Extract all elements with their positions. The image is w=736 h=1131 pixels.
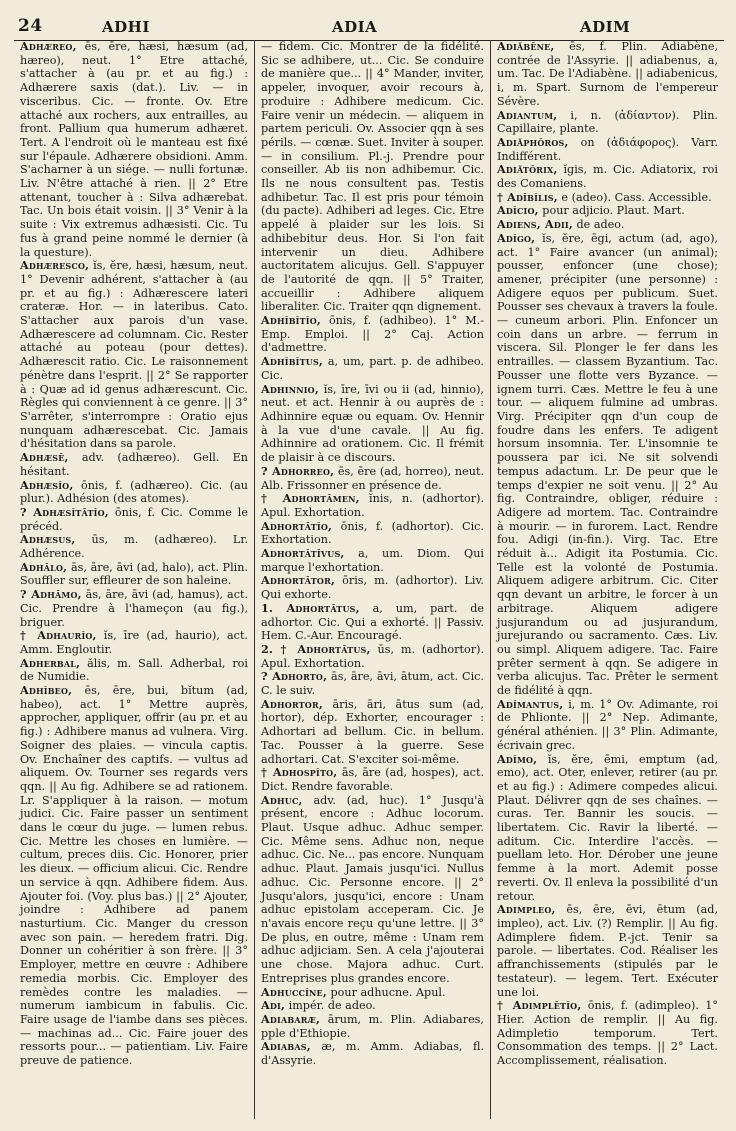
header-guide-left: ADHI <box>102 18 150 36</box>
dictionary-entry <box>497 232 718 698</box>
dictionary-entry <box>261 986 484 1000</box>
entry-headword: Adhæresco, <box>20 258 90 273</box>
entry-headword: Adhĭbeo, <box>20 683 73 698</box>
dictionary-entry <box>497 999 718 1068</box>
entry-headword: Adherbal, <box>20 655 81 670</box>
entry-definition: e (adeo). Cass. Accessible. <box>561 190 712 204</box>
entry-definition: a, um, part. de adhortor. Cic. Qui a exhorté. || Passiv. Hem. C.-Aur. Encouragé. <box>261 601 484 643</box>
entry-headword: † Adhospĭto, <box>261 765 338 780</box>
entry-headword: Adhinnio, <box>261 381 319 396</box>
text-columns <box>14 40 724 1119</box>
entry-definition: ĭs, ĕre, ēgi, actum (ad, ago), act. 1° Faire avancer (un animal); pousser, enfoncer (une chose); amener, précipiter (une personne) : Adigere equos per publicum. Suet. Pousser ses chevaux à travers la foule. — cuneum arbori. Plin. Enfoncer un coin dans un arbre. — ferrum in viscera. Sil. Plonger le fer dans les entrailles. — classem Byzantium. Tac. Pousser une flotte vers Byzance. — ignem turri. Cæs. Mettre le feu à une tour. — aliquem fulmine ad umbras. Virg. Précipiter qqn d'un coup de foudre dans les enfers. Te adigent horsum insomnia. Ter. L'insomnie te poussera par ici. Ne sit solvendi tempus adactum. Lr. De peur que le temps d'expier ne soit venu. || 2° Au fig. Contraindre, obliger, réduire : Adigere ad mortem. Tac. Contraindre à mourir. — in furorem. Lact. Rendre fou. Adigi (in-fin.). Virg. Tac. Etre réduit à... Adigit ita Postumia. Cic. Telle est la volonté de Postumia. Aliquem adigere arbitrum. Cic. Citer qqn devant un arbitre, le forcer à un arbitrage. Aliquem adigere jusjurandum ou ad jusjurandum, jurejurando ou sacramento. Cæs. Liv. ou simpl. Aliquem adigere. Tac. Faire prêter serment à qqn. Se adigere in verba alicujus. Tac. Prêter le serment de fidélité à qqn. <box>497 231 718 698</box>
entry-definition: ēs, ēre, bui, bĭtum (ad, habeo), act. 1° Mettre auprès, approcher, appliquer, offrir (au pr. et au fig.) : Adhibere manus ad vulnera. Virg. Soigner des plaies. — vincula captis. Ov. Enchaîner des captifs. — vultus ad aliquem. Ov. Tourner ses regards vers qqn. || Au fig. Adhibere se ad rationem. Lr. S'appliquer à la raison. — motum judici. Cic. Faire passer un sentiment dans le cœur du juge. — lumen rebus. Cic. Mettre les choses en lumière. — cultum, preces diis. Cic. Honorer, prier les dieux. — officium alicui. Cic. Rendre un service à qqn. Adhibere fidem. Aus. Ajouter foi. (Voy. plus bas.) || 2° Ajouter, joindre : Adhibere ad panem nasturtium. Cic. Manger du cresson avec son pain. — heredem fratri. Dig. Donner un cohéritier à son frère. || 3° Employer, mettre en œuvre : Adhibere remedia morbis. Cic. Employer des remèdes contre les maladies. — numerum iambicum in fabulis. Cic. Faire usage de l'iambe dans ses pièces. — machinas ad... Cic. Faire jouer des ressorts pour... — patientiam. Liv. Faire preuve de patience. <box>20 684 248 1068</box>
entry-definition: ēs, f. Plin. Adiabène, contrée de l'Assyrie. || adiabenus, a, um. Tac. De l'Adiabène. || adiabenicus, i, m. Spart. Surnom de l'empereur Sévère. <box>497 40 719 108</box>
dictionary-entry <box>497 191 718 205</box>
dictionary-entry <box>497 218 718 232</box>
dictionary-entry <box>497 40 718 109</box>
entry-definition: ĭs, ĕre, hæsi, hæsum, neut. 1° Devenir adhérent, s'attacher à (au pr. et au fig.) : Adhærescere lateri crateræ. Hor. — in lateribus. Cato. S'attacher aux parois d'un vase. Adhærescere ad columnam. Cic. Rester attaché au poteau (pour dettes). Adhærescit ratio. Cic. Le raisonnement pénètre dans l'esprit. || 2° Se rapporter à : Quæ ad id genus adhærescunt. Cic. Règles qui conviennent à ce genre. || 3° S'arrêter, s'interrompre : Oratio ejus nunquam adhærescebat. Cic. Jamais d'hésitation dans sa parole. <box>20 259 248 451</box>
dictionary-entry <box>261 355 484 382</box>
entry-definition: de adeo. <box>576 218 625 232</box>
entry-headword: Adhortor, <box>261 696 323 711</box>
entry-headword: Adiabas, <box>261 1039 311 1054</box>
entry-headword: ? Adhæsĭtātĭo, <box>20 504 109 519</box>
dictionary-entry <box>20 479 248 506</box>
entry-headword: 1. Adhortātus, <box>261 600 360 615</box>
dictionary-entry <box>497 903 718 999</box>
entry-headword: Adhæsĭo, <box>20 477 74 492</box>
dictionary-entry <box>261 492 484 519</box>
dictionary-entry <box>261 643 484 670</box>
dictionary-entry <box>261 383 484 465</box>
entry-headword: Adiăbēne, <box>497 40 555 53</box>
dictionary-entry <box>497 163 718 190</box>
entry-definition: ĭs, ĕre, ēmi, emptum (ad, emo), act. Oter, enlever, retirer (au pr. et au fig.) : Adimere compedes alicui. Plaut. Délivrer qqn de ses chaînes. — curas. Ter. Bannir les soucis. — libertatem. Cic. Ravir la liberté. — aditum. Cic. Interdire l'accès. — puellam leto. Hor. Dérober une jeune femme à la mort. Ademit posse reverti. Ov. Il enleva la possibilité d'un retour. <box>497 752 718 903</box>
entry-headword: Adhĭbĭtĭo, <box>261 313 321 328</box>
entry-headword: † Adimplētĭo, <box>497 998 582 1013</box>
entry-definition: adv. (ad, huc). 1° Jusqu'à présent, encore : Adhuc locorum. Plaut. Usque adhuc. Adhuc semper. Cic. Même sens. Adhuc non, neque adhuc. Cic. Ne... pas encore. Nunquam adhuc. Plaut. Jamais jusqu'ici. Nullus adhuc. Cic. Personne encore. || 2° Jusqu'alors, jusqu'ici, encore : Unam adhuc epistolam acceperam. Cic. Je n'avais encore reçu qu'une lettre. || 3° De plus, en outre, même : Unam rem adhuc adjiciam. Sen. A cela j'ajouterai une chose. Majora adhuc. Curt. Entreprises plus grandes encore. <box>261 793 484 985</box>
dictionary-entry <box>20 629 248 656</box>
dictionary-entry <box>497 109 718 136</box>
entry-definition: ās, āre, āvi (ad, halo), act. Plin. Souffler sur, effleurer de son haleine. <box>20 560 248 588</box>
entry-headword: Adhortātĭo, <box>261 518 333 533</box>
entry-headword: † Adībĭlis, <box>497 189 558 204</box>
entry-definition: i, m. 1° Ov. Adimante, roi de Phlionte. || 2° Nep. Adimante, général athénien. || 3° Plin. Adimante, écrivain grec. <box>497 697 718 752</box>
dictionary-entry <box>261 520 484 547</box>
entry-definition: pour adjicio. Plaut. Mart. <box>542 204 685 218</box>
entry-definition: ās, āre (ad, hospes), act. Dict. Rendre favorable. <box>261 766 484 793</box>
entry-definition: ōnis, f. (adhibeo). 1° M.-Emp. Emploi. || 2° Caj. Action d'admettre. <box>261 314 484 355</box>
dictionary-entry <box>261 465 484 492</box>
dictionary-entry <box>261 766 484 793</box>
dictionary-entry <box>261 1013 484 1040</box>
entry-headword: Adĭcio, <box>497 203 539 218</box>
page-number: 24 <box>18 16 43 36</box>
entry-definition: ĭs, īre (ad, haurio), act. Amm. Engloutir. <box>20 629 248 656</box>
entry-headword: ? Adhorreo, <box>261 463 335 478</box>
entry-definition: i, n. (ἀδίαντον). Plin. Capillaire, plante. <box>497 108 718 136</box>
entry-definition: ōnis, f. (adhortor). Cic. Exhortation. <box>261 519 484 547</box>
entry-definition: ĭgis, m. Cic. Adiatorix, roi des Comaniens. <box>497 163 718 191</box>
entry-definition: ās, āre, āvi, ātum, act. Cic. C. le suiv. <box>261 670 484 698</box>
entry-definition: — fidem. Cic. Montrer de la fidélité. Sic se adhibere, ut... Cic. Se conduire de manière que... || 4° Mander, inviter, appeler, invoquer, avoir recours à, produire : Adhibere medicum. Cic. Faire venir un médecin. — aliquem in partem periculi. Ov. Associer qqn à ses périls. — cœnæ. Suet. Inviter à souper. — in consilium. Pl.-j. Prendre pour conseiller. Ab iis non adhibemur. Cic. Ils ne nous consultent pas. Testis adhibetur. Tac. Il est pris pour témoin (du pacte). Adhiberi ad leges. Cic. Etre appelé à plaider sur les lois. Si adhibebitur deus. Hor. Si l'on fait intervenir un dieu. Adhibere auctoritatem alicujus. Gell. S'appuyer de l'autorité de qqn. || 5° Traiter, accueillir : Adhibere aliquem liberaliter. Cic. Traiter qqn dignement. <box>261 40 484 314</box>
dictionary-entry <box>261 602 484 643</box>
entry-headword: 2. † Adhortātus, <box>261 641 371 656</box>
entry-headword: ? Adhāmo, <box>20 587 82 602</box>
dictionary-entry <box>497 136 718 163</box>
entry-headword: Adhæsē, <box>20 450 69 465</box>
dictionary-entry <box>261 314 484 355</box>
entry-definition: ălis, m. Sall. Adherbal, roi de Numidie. <box>20 656 248 684</box>
entry-definition: ās, āre, āvi (ad, hamus), act. Cic. Prendre à l'hameçon (au fig.), briguer. <box>20 588 249 629</box>
dictionary-entry <box>20 506 248 533</box>
dictionary-entry <box>20 684 248 1068</box>
dictionary-entry <box>20 451 248 478</box>
entry-headword: Adhālo, <box>20 559 68 574</box>
entry-definition: impér. de adeo. <box>288 999 376 1013</box>
entry-definition: āris, āri, ātus sum (ad, hortor), dép. Exhorter, encourager : Adhortari ad bellum. Cic. in bellum. Tac. Pousser à la guerre. Sese adhortari. Cat. S'exciter soi-même. <box>261 697 484 766</box>
entry-definition: ōnis, f. (adhæreo). Cic. (au plur.). Adhésion (des atomes). <box>20 478 248 506</box>
entry-headword: Adiăphŏros, <box>497 134 569 149</box>
entry-headword: Adĭgo, <box>497 230 536 245</box>
dictionary-entry <box>20 588 248 629</box>
dictionary-entry <box>497 204 718 218</box>
entry-definition: ēs, ēre, hæsi, hæsum (ad, hæreo), neut. 1° Etre attaché, s'attacher à (au pr. et au fig.) : Adhærere saxis (dat.). Liv. — in visceribus. Cic. — fronte. Ov. Etre attaché aux rochers, aux entrailles, au front. Pallium qua humerum adhæret. Tert. A l'endroit où le manteau est fixé sur l'épaule. Adhærere obsidioni. Amm. S'acharner à un siége. — nulli fortunæ. Liv. N'être attaché à rien. || 2° Etre attenant, toucher à : Silva adhærebat. Tac. Un bois était voisin. || 3° Venir à la suite : Vix extremus adhæsisti. Cic. Tu fus à grand peine nommé le dernier (à la questure). <box>20 40 248 259</box>
dictionary-entry <box>20 533 248 560</box>
dictionary-entry <box>20 40 248 259</box>
entry-definition: adv. (adhæreo). Gell. En hésitant. <box>20 451 248 478</box>
entry-headword: † Adhaurĭo, <box>20 628 97 643</box>
entry-headword: Adiantum, <box>497 107 558 122</box>
entry-headword: Adĭmo, <box>497 751 538 766</box>
entry-headword: Adhortātor, <box>261 573 336 588</box>
column-left <box>14 40 254 1119</box>
entry-definition: ēs, ēre (ad, horreo), neut. Alb. Frissonner en présence de. <box>261 464 484 492</box>
dictionary-entry <box>261 40 484 314</box>
entry-definition: pour adhucne. Apul. <box>330 985 446 999</box>
entry-definition: ēs, ēre, ēvi, ētum (ad, impleo), act. Liv. (?) Remplir. || Au fig. Adimplere fidem. P.-jct. Tenir sa parole. — libertates. Cod. Réaliser les affranchissements (stipulés par le testateur). — legem. Tert. Exécuter une loi. <box>497 903 719 999</box>
entry-headword: Adiătŏrix, <box>497 162 558 177</box>
dictionary-entry <box>261 999 484 1013</box>
entry-definition: a, um. Diom. Qui marque l'exhortation. <box>261 547 484 574</box>
entry-headword: Adiabaræ, <box>261 1011 321 1026</box>
dictionary-entry <box>20 657 248 684</box>
entry-definition: ōnis, f. Cic. Comme le précéd. <box>20 505 248 533</box>
running-header <box>14 14 724 41</box>
header-guide-middle: ADIA <box>332 18 378 36</box>
entry-definition: ĭs, īre, īvi ou ii (ad, hinnio), neut. et act. Hennir à ou auprès de : Adhinnire equæ ou equam. Ov. Hennir à la vue d'une cavale. || Au fig. Adhinnire ad orationem. Cic. Il frémit de plaisir à ce discours. <box>261 382 484 465</box>
entry-definition: ārum, m. Plin. Adiabares, pple d'Ethiopie. <box>261 1012 484 1040</box>
dictionary-entry <box>261 1040 484 1067</box>
entry-definition: on (ἀδιάφορος). Varr. Indifférent. <box>497 135 718 163</box>
column-middle <box>254 40 490 1119</box>
entry-definition: ūs, m. (adhæreo). Lr. Adhérence. <box>20 533 249 561</box>
dictionary-entry <box>261 698 484 767</box>
dictionary-entry <box>20 561 248 588</box>
entry-definition: ōris, m. (adhortor). Liv. Qui exhorte. <box>261 574 484 602</box>
entry-headword: Adĭmantus, <box>497 696 564 711</box>
entry-headword: Adhæreo, <box>20 40 77 53</box>
header-guide-right: ADIM <box>580 18 631 36</box>
column-right <box>490 40 724 1119</box>
entry-headword: † Adhortāmen, <box>261 491 360 506</box>
entry-headword: Adhĭbĭtus, <box>261 354 324 369</box>
dictionary-entry <box>497 753 718 904</box>
dictionary-entry <box>261 574 484 601</box>
entry-headword: Adhuc, <box>261 792 303 807</box>
entry-headword: ? Adhorto, <box>261 669 328 684</box>
dictionary-entry <box>261 794 484 986</box>
entry-headword: Adimpleo, <box>497 902 556 917</box>
entry-definition: ūs, m. (adhortor). Apul. Exhortation. <box>261 642 485 670</box>
dictionary-entry <box>497 698 718 753</box>
entry-definition: ōnis, f. (adimpleo). 1° Hier. Action de remplir. || Au fig. Adimpletio temporum. Tert. Consommation des temps. || 2° Lact. Accomplissement, réalisation. <box>497 999 718 1068</box>
entry-definition: ĭnis, n. (adhortor). Apul. Exhortation. <box>261 492 484 519</box>
entry-definition: a, um, part. p. de adhibeo. Cic. <box>261 355 484 382</box>
entry-definition: æ, m. Amm. Adiabas, fl. d'Assyrie. <box>261 1040 484 1068</box>
entry-headword: Adiens, Adii, <box>497 217 573 232</box>
entry-headword: Adi, <box>261 998 286 1013</box>
entry-headword: Adhæsus, <box>20 532 76 547</box>
entry-headword: Adhortātīvus, <box>261 546 345 561</box>
dictionary-entry <box>20 259 248 451</box>
entry-headword: Adhuccĭne, <box>261 984 327 999</box>
dictionary-entry <box>261 670 484 697</box>
dictionary-entry <box>261 547 484 574</box>
